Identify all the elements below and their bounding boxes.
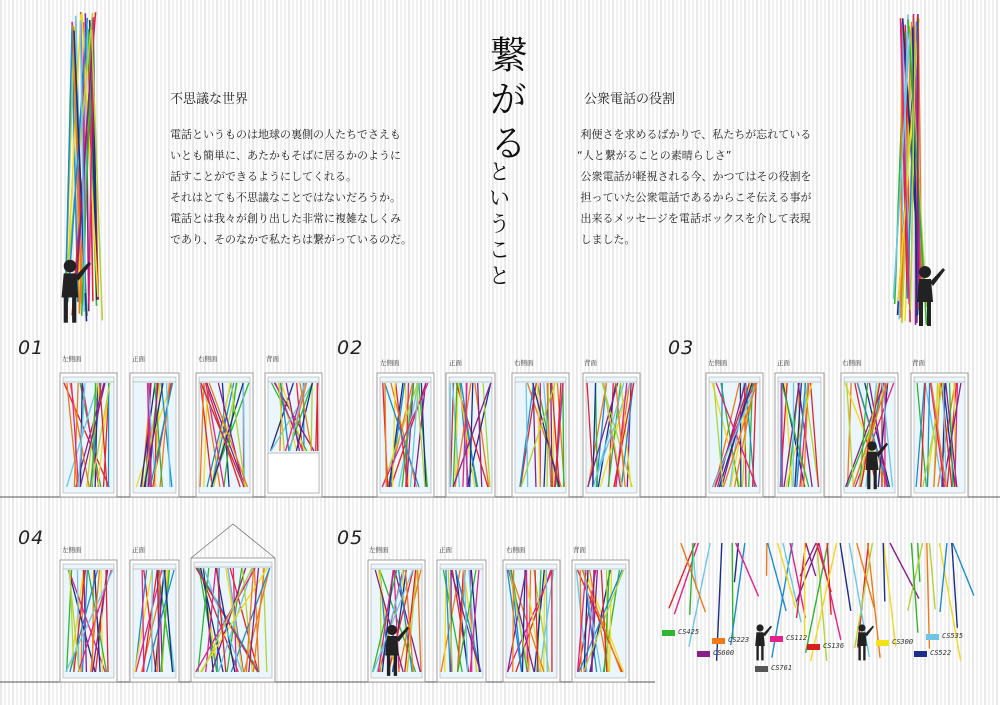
elevation-number-02: 02 [337,337,364,359]
booth-view [437,560,486,682]
booth-view [130,560,179,682]
legend-swatch-cs300 [876,640,889,646]
legend-label-cs522: CS522 [930,649,952,657]
left-heading: 不思議な世界 [170,92,249,107]
view-label: 左側面 [708,359,728,367]
view-label: 右側面 [842,359,862,367]
view-label: 右側面 [198,355,218,363]
view-label: 左側面 [62,355,82,363]
view-label: 右側面 [506,546,526,554]
view-label: 正面 [439,546,452,554]
view-label: 背面 [584,359,597,367]
left-line: いとも簡単に、あたかもそばに居るかのように [170,149,401,162]
right-line: 担っていた公衆電話であるからこそ伝える事が [577,191,812,204]
booth-view [911,373,968,497]
page-title: 繋がる [483,35,527,167]
legend-label-cs425: CS425 [678,628,700,636]
legend-swatch-cs136 [807,644,820,650]
booth-view [446,373,495,497]
view-label: 背面 [912,359,925,367]
view-label: 正面 [449,359,462,367]
view-label: 左側面 [62,546,82,554]
child-silhouette [755,624,772,660]
booth-view [377,373,434,497]
elevation-number-01: 01 [18,337,45,359]
elevation-number-05: 05 [337,527,364,549]
page-subtitle: ということ [485,160,510,290]
legend-swatch-cs223 [712,638,725,644]
left-line: 電話とは我々が創り出した非常に複雑なしくみ [170,212,401,225]
view-label: 左側面 [380,359,400,367]
elevation-number-03: 03 [668,337,695,359]
left-line: 電話というものは地球の裏側の人たちでさえも [170,128,401,141]
booth-view [706,373,763,497]
view-label: 正面 [132,546,145,554]
left-line: であり、そのなかで私たちは繋がっているのだ。 [170,233,412,246]
view-label: 右側面 [514,359,534,367]
cord-bundle [893,14,926,325]
left-line: それはとても不思議なことではないだろうか。 [170,191,401,204]
elevation-number-04: 04 [18,527,45,549]
booth-view [191,558,275,682]
right-line: しました。 [577,233,636,246]
right-heading: 公衆電話の役割 [584,92,676,107]
view-label: 正面 [132,355,145,363]
left-line: 話すことができるようにしてくれる。 [170,170,357,183]
right-line: 出来るメッセージを電話ボックスを介して表現 [577,212,811,225]
legend-swatch-cs522 [914,651,927,657]
child-silhouette [857,624,874,660]
booth-view [512,373,569,497]
booth-view [130,373,179,497]
legend-swatch-cs600 [697,651,710,657]
booth-view [572,560,629,682]
right-line: “人と繋がることの素晴らしさ” [577,149,732,162]
legend-label-cs600: CS600 [713,649,735,657]
legend-label-cs136: CS136 [823,642,845,650]
booth-view [265,373,322,497]
legend-label-cs300: CS300 [892,638,914,646]
right-line: 利便さを求めるばかりで、私たちが忘れている [577,128,812,141]
booth-view [196,373,253,497]
legend-swatch-cs112 [770,636,783,642]
view-label: 正面 [777,359,790,367]
view-label: 背面 [266,355,279,363]
legend-swatch-cs535 [926,634,939,640]
legend-label-cs535: CS535 [942,632,964,640]
booth-view [583,373,640,497]
booth-view [775,373,824,497]
legend-swatch-cs761 [755,666,768,672]
legend-label-cs761: CS761 [771,664,793,672]
view-label: 背面 [573,546,586,554]
legend-label-cs112: CS112 [786,634,808,642]
view-label: 左側面 [369,546,389,554]
right-line: 公衆電話が軽視される今、かつてはその役割を [577,170,812,183]
legend-label-cs223: CS223 [728,636,750,644]
booth-view [60,560,117,682]
legend-swatch-cs425 [662,630,675,636]
booth-view [60,373,117,497]
booth-view [503,560,560,682]
